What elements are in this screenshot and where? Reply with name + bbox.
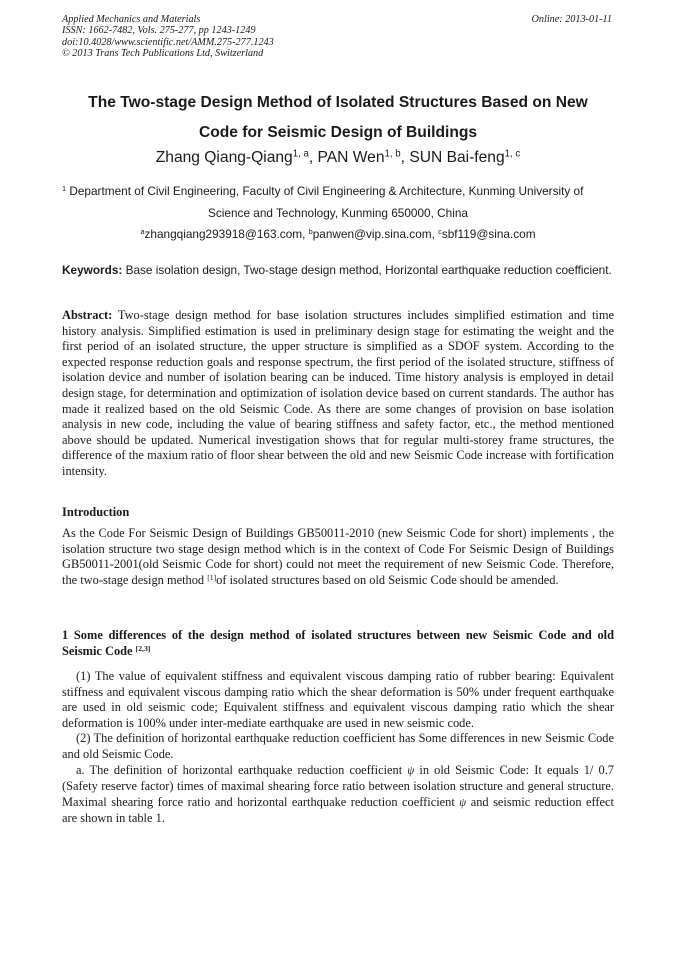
email-sup: b bbox=[308, 226, 313, 236]
affiliation bbox=[62, 180, 614, 224]
copyright-line: © 2013 Trans Tech Publications Ltd, Switzerland bbox=[62, 47, 264, 59]
citation-ref[interactable]: [2,3] bbox=[135, 643, 151, 653]
journal-name: Applied Mechanics and Materials bbox=[62, 14, 201, 25]
introduction-heading: Introduction bbox=[62, 505, 130, 519]
abstract-label: Abstract: bbox=[62, 308, 113, 322]
p3-text-a: a. The definition of horizontal earthquake reduction coefficient bbox=[76, 762, 408, 777]
affiliation-line-1 bbox=[62, 180, 614, 202]
abstract-paragraph bbox=[62, 308, 614, 480]
intro-text-b: of isolated structures based on old Seismic Code should be amended. bbox=[216, 572, 559, 587]
author-sup: 1, a bbox=[292, 148, 309, 160]
email-sup: c bbox=[438, 226, 442, 236]
email-sup: a bbox=[140, 226, 145, 236]
email-link[interactable]: sbf119@sina.com bbox=[441, 227, 536, 241]
paper-title bbox=[62, 88, 614, 148]
title-line-2: Code for Seismic Design of Buildings bbox=[198, 124, 478, 141]
author-sup: 1, b bbox=[384, 148, 401, 160]
keywords-text: Base isolation design, Two-stage design method, Horizontal earthquake reduction coefficient. bbox=[122, 263, 612, 277]
email-link[interactable]: panwen@vip.sina.com bbox=[312, 227, 432, 241]
journal-header bbox=[62, 14, 612, 59]
intro-text-a: As the Code For Seismic Design of Buildings GB50011-2010 (new Seismic Code for short) implements , the isolation structure two stage design method which is in the context of Code For Seismic Design of Buildings GB50011-2001(old Seismic Code for short) could not meet the requirement of new Seismic Code. Therefore, the two-stage design method bbox=[62, 526, 614, 587]
section-1-heading bbox=[62, 628, 614, 659]
author-sup: 1, c bbox=[504, 148, 521, 160]
author-name: SUN Bai-feng bbox=[409, 149, 505, 166]
psi-symbol: ψ bbox=[459, 796, 467, 809]
introduction-paragraph bbox=[62, 526, 614, 588]
affiliation-line-2: Science and Technology, Kunming 650000, China bbox=[208, 206, 468, 220]
abstract-text: Two-stage design method for base isolation structures includes simplified estimation and time history analysis. Simplified estimation is used in preliminary design stage for estimating the weight and the first period of an isolated structure, the upper structure is simplified as a SDOF system. According to the expected response reduction goals and response spectrum, the first period of the isolated structure, stiffness of isolation device and number of isolation bearing can be induced. Time history analysis is employed in detail design stage, for determination and optimization of isolation device based on current standards. The author has made it realized based on the old Seismic Code. As there are some changes of provision on base isolation analysis in new code, including the value of bearing stiffness and safety factor, etc., the method mentioned above should be updated. Numerical investigation shows that for regular multi-storey frame structures, the difference of the maxium ratio of floor shear between the old and new Seismic Code increase with fortification intensity. bbox=[62, 308, 614, 478]
citation-ref[interactable]: [1] bbox=[207, 572, 217, 582]
author-name: Zhang Qiang-Qiang bbox=[155, 149, 293, 166]
affiliation-sup: 1 bbox=[62, 183, 67, 193]
doi-line: doi:10.4028/www.scientific.net/AMM.275-277.1243 bbox=[62, 36, 274, 48]
title-line-1: The Two-stage Design Method of Isolated Structures Based on New bbox=[88, 94, 588, 111]
issn-line: ISSN: 1662-7482, Vols. 275-277, pp 1243-1249 bbox=[62, 25, 256, 37]
psi-symbol: ψ bbox=[407, 764, 415, 777]
section-1-body bbox=[62, 669, 614, 827]
keywords-label: Keywords: bbox=[62, 263, 123, 277]
section-1-paragraph-3 bbox=[62, 763, 614, 827]
affiliation-text-1: Department of Civil Engineering, Faculty of Civil Engineering & Architecture, Kunming University of bbox=[66, 184, 584, 198]
online-date: Online: 2013-01-11 bbox=[531, 14, 612, 25]
author-list bbox=[62, 146, 614, 170]
section-1-paragraph-1: (1) The value of equivalent stiffness and equivalent viscous damping ratio of rubber bearing: Equivalent stiffness and equivalent viscous damping ratio which the shear deformation is 50% under frequent earthquake are used in old seismic code; Equivalent stiffness and equivalent viscous damping ratio which the shear deformation is 100% under inter-mediate earthquake are used in new seismic code. bbox=[62, 669, 614, 730]
email-link[interactable]: zhangqiang293918@163.com bbox=[144, 227, 303, 241]
author-sep: , bbox=[308, 149, 318, 166]
p3-text-c: and seismic reduction effect are shown in table 1. bbox=[62, 794, 614, 826]
email-sep: , bbox=[431, 227, 439, 241]
section-1-heading-text: 1 Some differences of the design method of isolated structures between new Seismic Code and old Seismic Code bbox=[62, 628, 614, 658]
email-sep: , bbox=[302, 227, 309, 241]
author-name: PAN Wen bbox=[317, 149, 385, 166]
p3-text-b: in old Seismic Code: It equals 1/ 0.7 (Safety reserve factor) times of maximal shearing force ratio between isolation structure and general structure. Maximal shearing force ratio and horizontal earthquake reduction coefficient bbox=[62, 762, 614, 809]
email-list bbox=[62, 225, 614, 243]
author-sep: , bbox=[400, 149, 410, 166]
section-1-paragraph-2: (2) The definition of horizontal earthquake reduction coefficient has Some differences in new Seismic Code and old Seismic Code. bbox=[62, 731, 614, 761]
keywords-paragraph bbox=[62, 263, 614, 278]
